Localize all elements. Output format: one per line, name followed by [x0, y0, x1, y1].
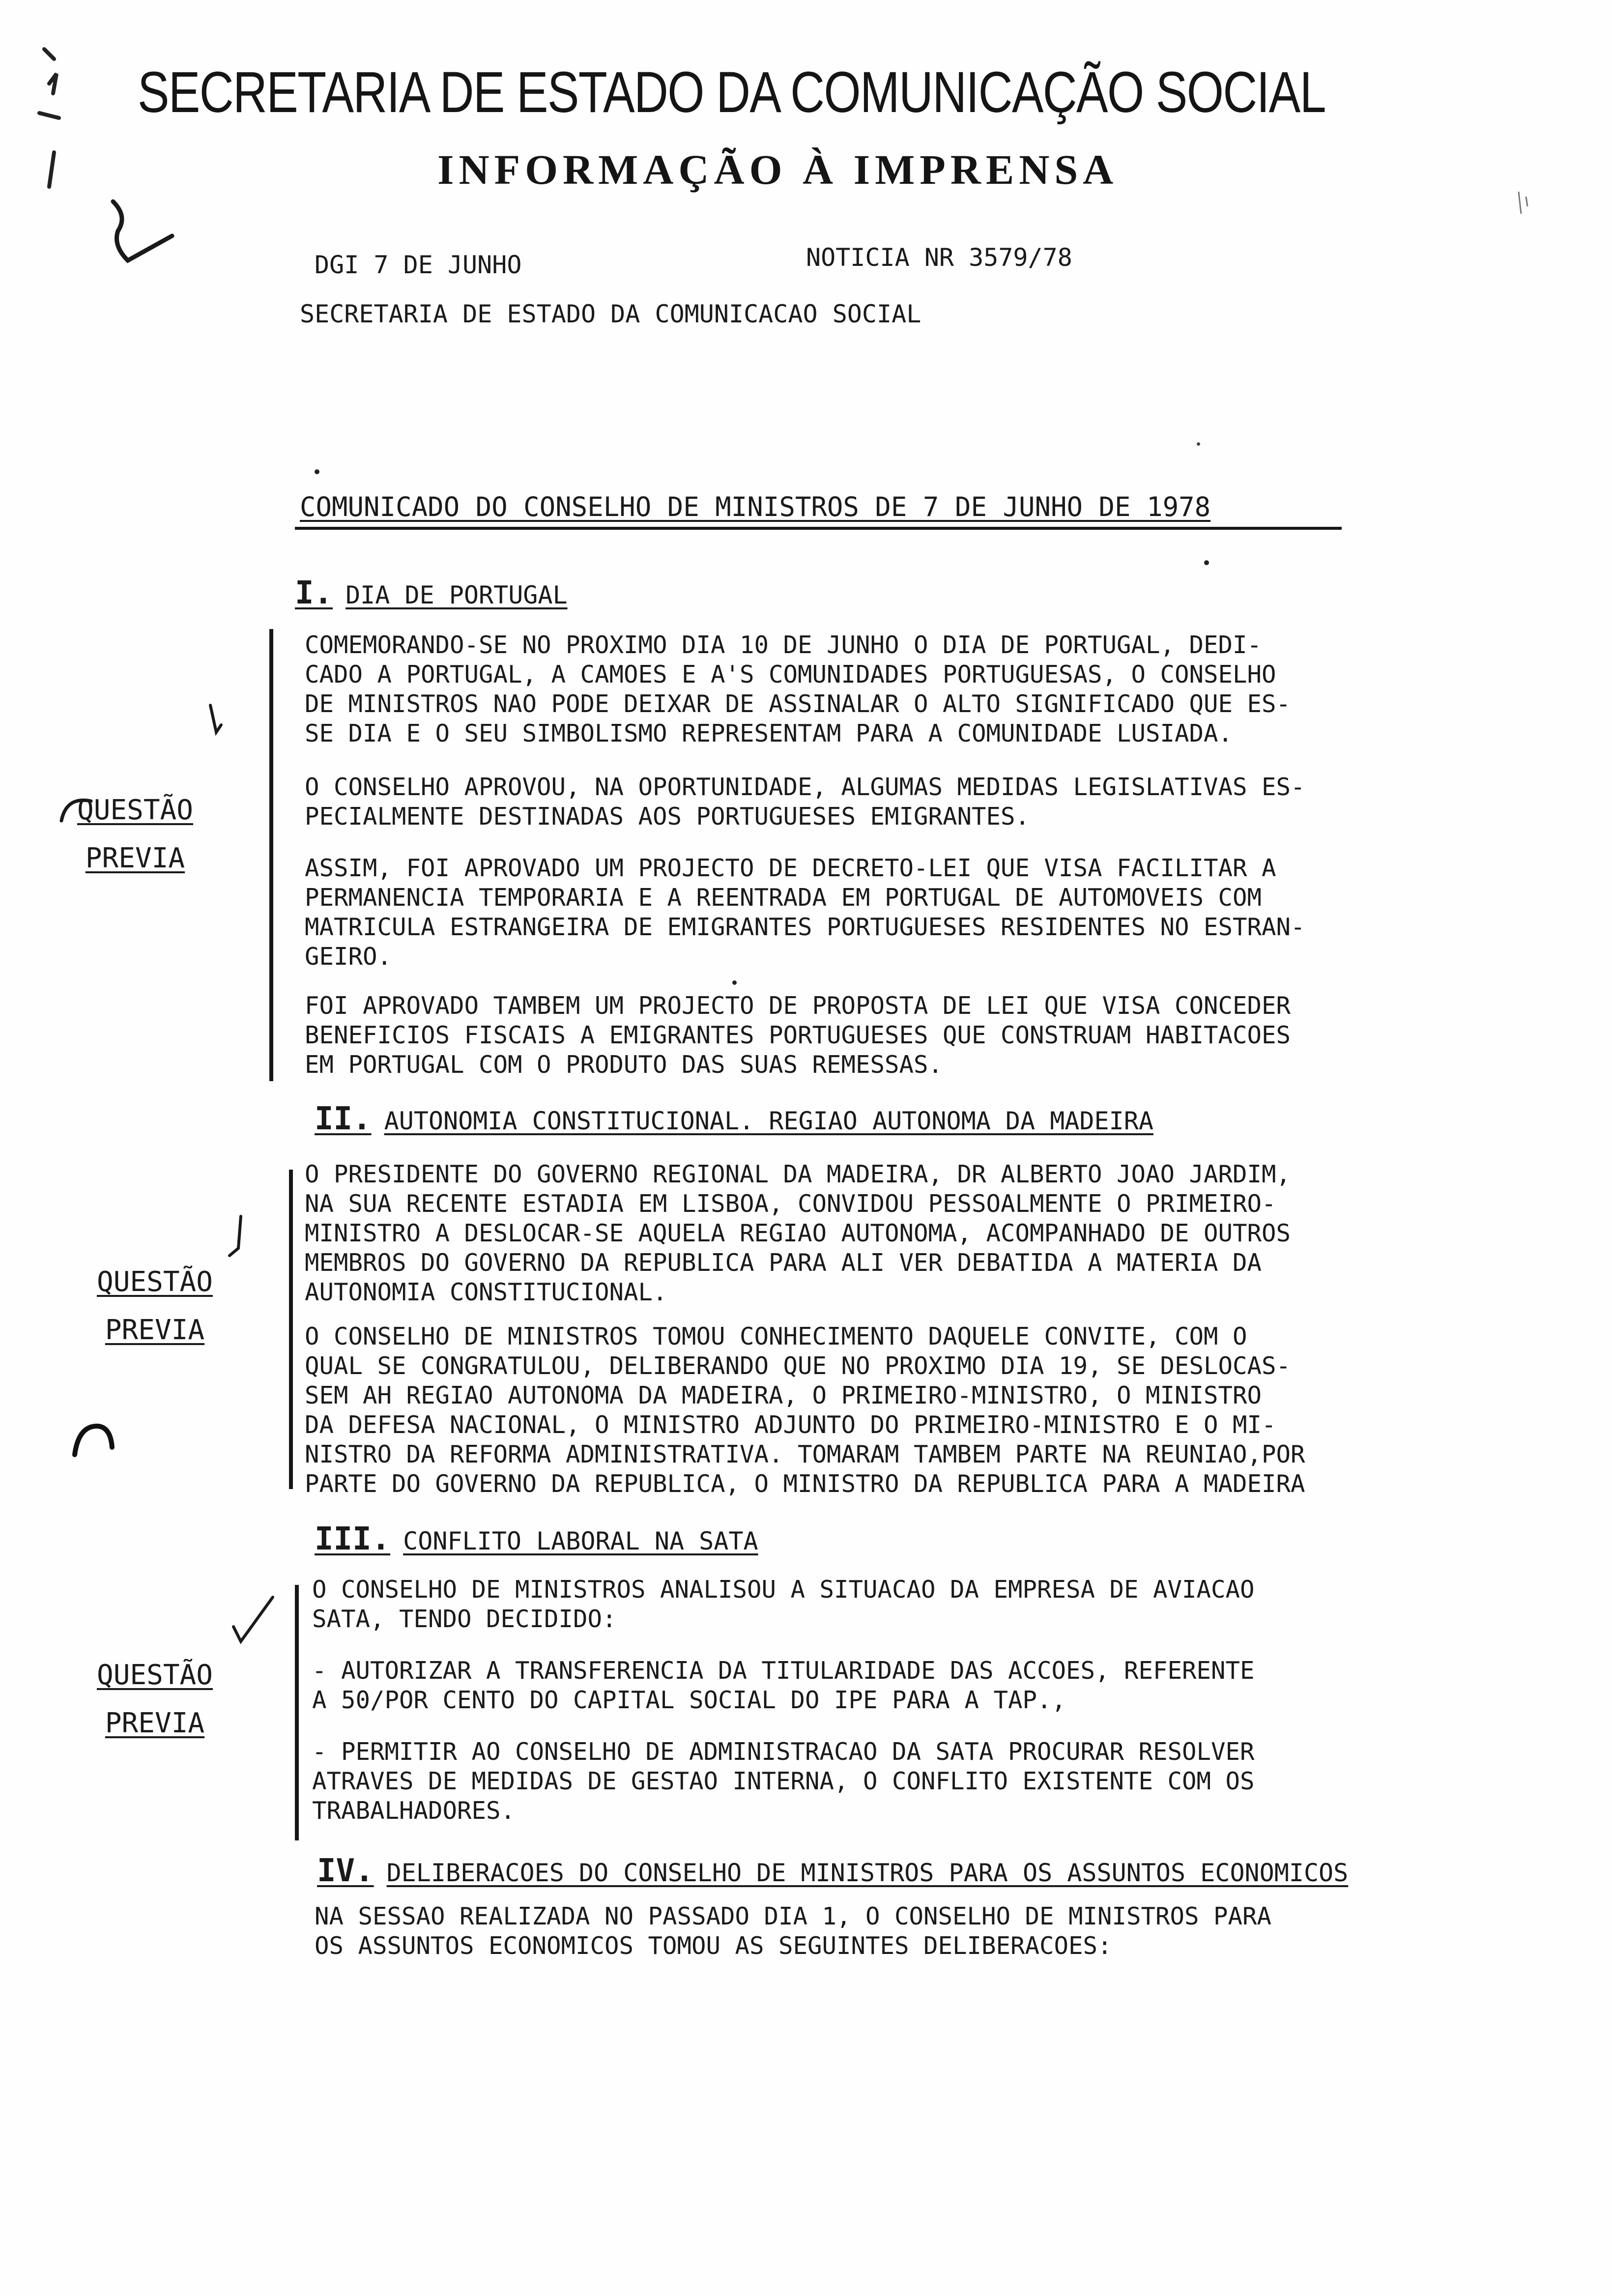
- handwritten-arc: [57, 791, 96, 826]
- handwritten-tick: [229, 1592, 278, 1646]
- text-line: TRABALHADORES.: [312, 1797, 516, 1825]
- paragraph: [312, 1737, 1255, 1826]
- margin-bar: [289, 1170, 293, 1489]
- text-line: - AUTORIZAR A TRANSFERENCIA DA TITULARIDADE DAS ACCOES, REFERENTE: [312, 1657, 1255, 1685]
- document-title: COMUNICADO DO CONSELHO DE MINISTROS DE 7 DE JUNHO DE 1978: [300, 491, 1211, 522]
- text-line: ASSIM, FOI APROVADO UM PROJECTO DE DECRETO-LEI QUE VISA FACILITAR A: [305, 854, 1276, 882]
- margin-note-line: PREVIA: [85, 842, 185, 874]
- text-line: ATRAVES DE MEDIDAS DE GESTAO INTERNA, O CONFLITO EXISTENTE COM OS: [312, 1767, 1255, 1795]
- text-line: EM PORTUGAL COM O PRODUTO DAS SUAS REMESSAS.: [305, 1051, 943, 1079]
- section-title: DIA DE PORTUGAL: [345, 581, 568, 609]
- paragraph: [312, 1575, 1255, 1634]
- text-line: O PRESIDENTE DO GOVERNO REGIONAL DA MADEIRA, DR ALBERTO JOAO JARDIM,: [305, 1160, 1291, 1188]
- margin-note-questao-previa: [74, 1651, 236, 1748]
- text-line: COMEMORANDO-SE NO PROXIMO DIA 10 DE JUNHO O DIA DE PORTUGAL, DEDI-: [305, 631, 1262, 659]
- paragraph: [305, 854, 1305, 972]
- text-line: - PERMITIR AO CONSELHO DE ADMINISTRACAO DA SATA PROCURAR RESOLVER: [312, 1738, 1255, 1766]
- text-line: PARTE DO GOVERNO DA REPUBLICA, O MINISTRO DA REPUBLICA PARA A MADEIRA: [305, 1470, 1305, 1498]
- text-line: MEMBROS DO GOVERNO DA REPUBLICA PARA ALI VER DEBATIDA A MATERIA DA: [305, 1249, 1262, 1277]
- margin-note-questao-previa: [74, 1258, 236, 1354]
- handwritten-tick: [202, 703, 226, 742]
- section-number: I.: [295, 575, 333, 611]
- margin-note-line: PREVIA: [105, 1707, 205, 1739]
- text-line: NA SESSAO REALIZADA NO PASSADO DIA 1, O CONSELHO DE MINISTROS PARA: [315, 1902, 1272, 1930]
- text-line: NISTRO DA REFORMA ADMINISTRATIVA. TOMARAM TAMBEM PARTE NA REUNIAO,POR: [305, 1440, 1305, 1468]
- text-line: FOI APROVADO TAMBEM UM PROJECTO DE PROPOSTA DE LEI QUE VISA CONCEDER: [305, 992, 1291, 1020]
- section-title: AUTONOMIA CONSTITUCIONAL. REGIAO AUTONOMA DA MADEIRA: [384, 1107, 1153, 1135]
- paragraph: [305, 991, 1291, 1080]
- scan-dot: [1204, 560, 1209, 565]
- section-title: DELIBERACOES DO CONSELHO DE MINISTROS PARA OS ASSUNTOS ECONOMICOS: [386, 1859, 1349, 1887]
- text-line: GEIRO.: [305, 943, 392, 971]
- handwritten-check-mark-header: [98, 197, 187, 270]
- paragraph: [305, 631, 1291, 748]
- margin-note-line: QUESTÃO: [96, 1266, 213, 1298]
- text-line: NA SUA RECENTE ESTADIA EM LISBOA, CONVIDOU PESSOALMENTE O PRIMEIRO-: [305, 1190, 1276, 1218]
- margin-note-line: QUESTÃO: [96, 1659, 213, 1691]
- text-line: CADO A PORTUGAL, A CAMOES E A'S COMUNIDADES PORTUGUESAS, O CONSELHO: [305, 660, 1276, 689]
- handwritten-arc: [69, 1420, 118, 1460]
- paragraph: [312, 1656, 1255, 1715]
- margin-bar: [295, 1585, 299, 1840]
- section-number: II.: [315, 1101, 372, 1137]
- text-line: QUAL SE CONGRATULOU, DELIBERANDO QUE NO PROXIMO DIA 19, SE DESLOCAS-: [305, 1352, 1291, 1380]
- margin-note-line: QUESTÃO: [77, 794, 193, 826]
- text-line: SEM AH REGIAO AUTONOMA DA MADEIRA, O PRIMEIRO-MINISTRO, O MINISTRO: [305, 1381, 1262, 1409]
- text-line: A 50/POR CENTO DO CAPITAL SOCIAL DO IPE PARA A TAP.,: [312, 1686, 1066, 1714]
- scan-speck: [1514, 187, 1533, 221]
- paragraph: [305, 1160, 1291, 1307]
- dgi-date: DGI 7 DE JUNHO: [315, 251, 522, 279]
- scan-dot: [732, 980, 737, 985]
- noticia-number: NOTICIA NR 3579/78: [806, 243, 1072, 272]
- section-heading: [317, 1853, 1348, 1889]
- handwritten-mark-top-left: [20, 39, 79, 197]
- handwritten-tick: [224, 1214, 248, 1263]
- section-heading: [315, 1521, 758, 1557]
- section-number: III.: [315, 1521, 391, 1557]
- paragraph: [305, 773, 1305, 832]
- scan-dot: [315, 469, 319, 474]
- text-line: AUTONOMIA CONSTITUCIONAL.: [305, 1278, 667, 1306]
- paragraph: [305, 1322, 1305, 1499]
- title-underline-rule: [295, 527, 1342, 530]
- text-line: MATRICULA ESTRANGEIRA DE EMIGRANTES PORTUGUESES RESIDENTES NO ESTRAN-: [305, 913, 1305, 941]
- text-line: O CONSELHO APROVOU, NA OPORTUNIDADE, ALGUMAS MEDIDAS LEGISLATIVAS ES-: [305, 773, 1305, 801]
- text-line: O CONSELHO DE MINISTROS ANALISOU A SITUACAO DA EMPRESA DE AVIACAO: [312, 1576, 1255, 1604]
- section-heading: [315, 1101, 1153, 1137]
- text-line: MINISTRO A DESLOCAR-SE AQUELA REGIAO AUTONOMA, ACOMPANHADO DE OUTROS: [305, 1219, 1291, 1247]
- text-line: SE DIA E O SEU SIMBOLISMO REPRESENTAM PARA A COMUNIDADE LUSIADA.: [305, 719, 1233, 747]
- text-line: O CONSELHO DE MINISTROS TOMOU CONHECIMENTO DAQUELE CONVITE, COM O: [305, 1322, 1247, 1350]
- text-line: OS ASSUNTOS ECONOMICOS TOMOU AS SEGUINTES DELIBERACOES:: [315, 1932, 1112, 1960]
- scan-dot: [1197, 442, 1200, 446]
- text-line: PERMANENCIA TEMPORARIA E A REENTRADA EM PORTUGAL DE AUTOMOVEIS COM: [305, 884, 1262, 912]
- text-line: BENEFICIOS FISCAIS A EMIGRANTES PORTUGUESES QUE CONSTRUAM HABITACOES: [305, 1021, 1291, 1049]
- agency-subtitle: INFORMAÇÃO À IMPRENSA: [437, 146, 1119, 193]
- text-line: DE MINISTROS NAO PODE DEIXAR DE ASSINALAR O ALTO SIGNIFICADO QUE ES-: [305, 690, 1291, 718]
- margin-note-line: PREVIA: [105, 1314, 205, 1346]
- text-line: PECIALMENTE DESTINADAS AOS PORTUGUESES EMIGRANTES.: [305, 803, 1030, 831]
- margin-bar: [269, 629, 273, 1081]
- agency-title: SECRETARIA DE ESTADO DA COMUNICAÇÃO SOCIAL: [138, 60, 1325, 125]
- secretaria-line: SECRETARIA DE ESTADO DA COMUNICACAO SOCIAL: [300, 300, 921, 328]
- section-heading: [295, 575, 568, 611]
- section-title: CONFLITO LABORAL NA SATA: [403, 1527, 758, 1555]
- text-line: DA DEFESA NACIONAL, O MINISTRO ADJUNTO DO PRIMEIRO-MINISTRO E O MI-: [305, 1411, 1276, 1439]
- text-line: SATA, TENDO DECIDIDO:: [312, 1605, 617, 1633]
- section-number: IV.: [317, 1853, 374, 1889]
- paragraph: [315, 1902, 1271, 1961]
